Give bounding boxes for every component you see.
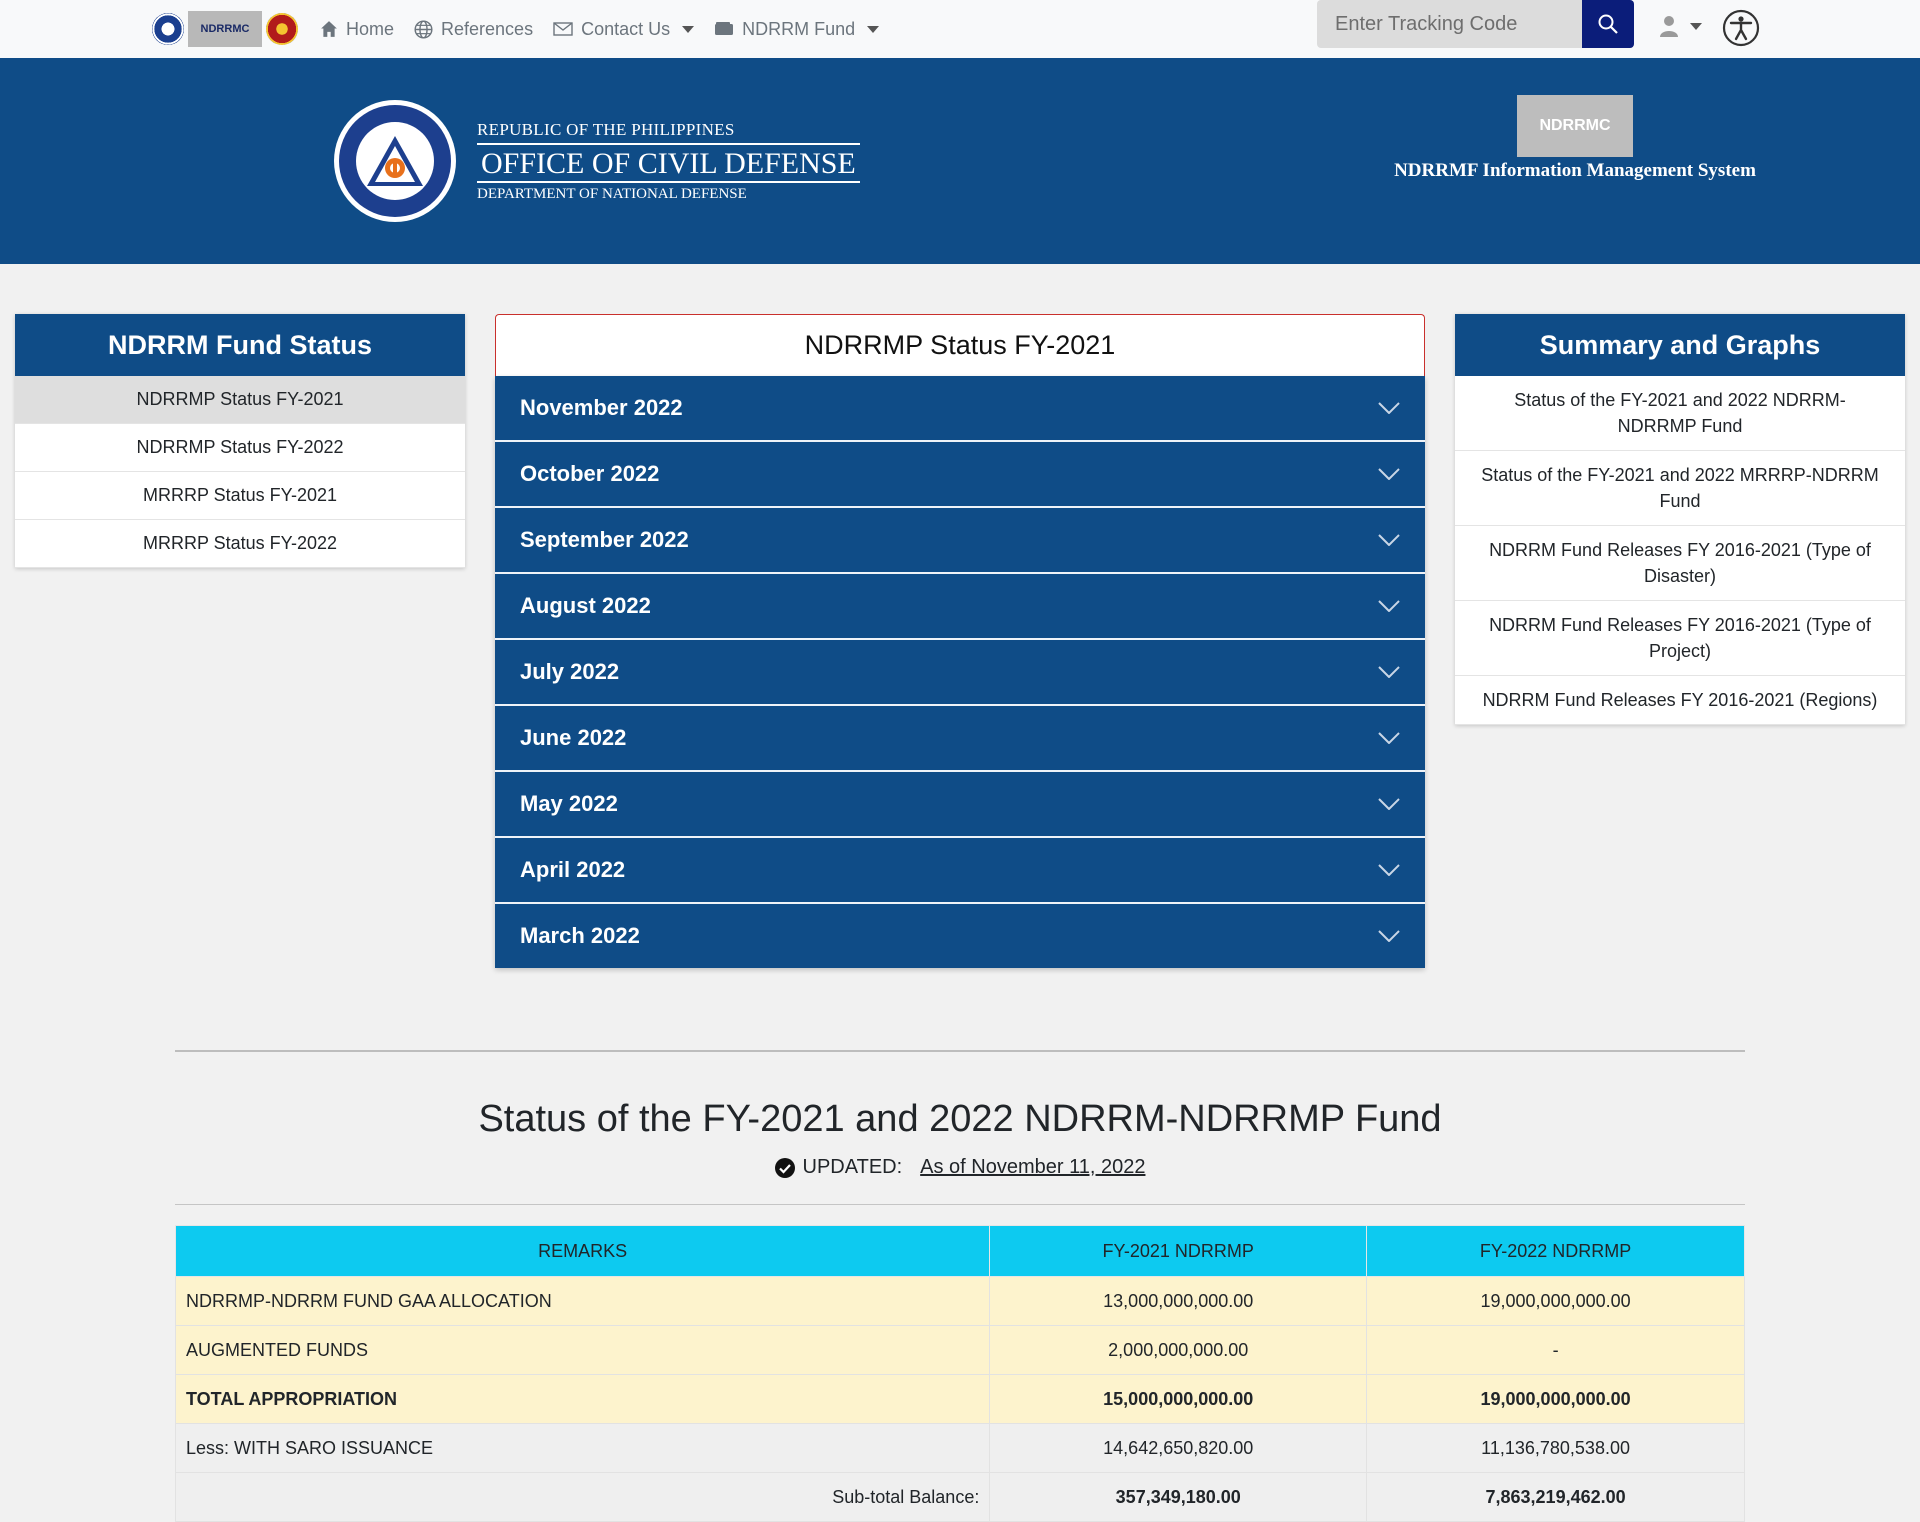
table-cell: NDRRMP-NDRRM FUND GAA ALLOCATION bbox=[176, 1277, 990, 1326]
table-cell: 14,642,650,820.00 bbox=[990, 1424, 1367, 1473]
table-cell: 357,349,180.00 bbox=[990, 1473, 1367, 1522]
status-panel-title: NDRRMP Status FY-2021 bbox=[495, 314, 1425, 376]
nav-ndrrm-fund[interactable] bbox=[714, 19, 879, 40]
accordion-item-label: June 2022 bbox=[520, 725, 627, 750]
accessibility-icon bbox=[1722, 9, 1760, 47]
fund-status-panel bbox=[15, 314, 465, 568]
table-cell: 15,000,000,000.00 bbox=[990, 1375, 1367, 1424]
tracking-code-input[interactable] bbox=[1317, 0, 1582, 48]
summary-graphs-title: Summary and Graphs bbox=[1455, 314, 1905, 376]
accordion-item[interactable] bbox=[495, 836, 1425, 902]
wallet-icon bbox=[714, 21, 734, 37]
summary-link-ndrrmp-fund[interactable]: Status of the FY-2021 and 2022 NDRRM-NDRRMP Fund bbox=[1455, 376, 1905, 451]
agency-line-dnd: DEPARTMENT OF NATIONAL DEFENSE bbox=[477, 186, 747, 202]
chevron-down-icon bbox=[1378, 930, 1400, 942]
nav-contact-us[interactable] bbox=[553, 19, 694, 40]
tracking-search bbox=[1317, 0, 1634, 48]
search-icon bbox=[1597, 13, 1619, 35]
nav-ndrrm-fund-label: NDRRM Fund bbox=[742, 18, 856, 39]
table-cell: 11,136,780,538.00 bbox=[1367, 1424, 1745, 1473]
table-cell: 19,000,000,000.00 bbox=[1367, 1375, 1745, 1424]
dnd-seal-icon bbox=[266, 13, 298, 45]
table-row bbox=[176, 1277, 1745, 1326]
summary-link-type-of-project[interactable]: NDRRM Fund Releases FY 2016-2021 (Type of Project) bbox=[1455, 601, 1905, 676]
nav-home[interactable] bbox=[320, 19, 394, 40]
top-navbar bbox=[0, 0, 1920, 59]
agency-name-block bbox=[477, 120, 860, 203]
check-circle-icon bbox=[775, 1158, 795, 1178]
agency-line-republic: REPUBLIC OF THE PHILIPPINES bbox=[477, 120, 735, 139]
accordion-item-label: May 2022 bbox=[520, 791, 618, 816]
table-row bbox=[176, 1424, 1745, 1473]
system-title: NDRRMF Information Management System bbox=[1394, 160, 1756, 181]
nav-contact-us-label: Contact Us bbox=[581, 18, 671, 39]
nav-home-label: Home bbox=[346, 18, 395, 39]
updated-date-link[interactable]: As of November 11, 2022 bbox=[920, 1156, 1146, 1178]
envelope-icon bbox=[553, 21, 573, 37]
chevron-down-icon bbox=[1378, 864, 1400, 876]
table-row bbox=[176, 1375, 1745, 1424]
month-accordion bbox=[495, 376, 1425, 968]
updated-label: UPDATED: bbox=[802, 1156, 903, 1178]
accordion-item[interactable] bbox=[495, 704, 1425, 770]
accordion-item[interactable] bbox=[495, 506, 1425, 572]
table-cell: AUGMENTED FUNDS bbox=[176, 1326, 990, 1375]
table-cell: Sub-total Balance: bbox=[176, 1473, 990, 1522]
home-icon bbox=[320, 20, 338, 38]
accordion-item[interactable] bbox=[495, 572, 1425, 638]
fund-status-item-ndrrmp-2022[interactable]: NDRRMP Status FY-2022 bbox=[15, 424, 465, 472]
updated-line bbox=[175, 1156, 1745, 1179]
user-icon bbox=[1658, 14, 1680, 38]
ndrrmc-logo-small: NDRRMC bbox=[188, 11, 262, 47]
ocd-seal-logo bbox=[334, 100, 456, 222]
accordion-item-label: August 2022 bbox=[520, 593, 651, 618]
table-header-row bbox=[176, 1226, 1745, 1277]
table-header-remarks: REMARKS bbox=[176, 1226, 990, 1277]
table-cell: Less: WITH SARO ISSUANCE bbox=[176, 1424, 990, 1473]
globe-icon bbox=[414, 20, 433, 39]
table-cell: 13,000,000,000.00 bbox=[990, 1277, 1367, 1326]
ocd-seal-icon bbox=[152, 13, 184, 45]
table-header-fy2022: FY-2022 NDRRMP bbox=[1367, 1226, 1745, 1277]
chevron-down-icon bbox=[1378, 468, 1400, 480]
summary-link-regions[interactable]: NDRRM Fund Releases FY 2016-2021 (Regions) bbox=[1455, 676, 1905, 725]
table-cell: TOTAL APPROPRIATION bbox=[176, 1375, 990, 1424]
chevron-down-icon bbox=[1378, 798, 1400, 810]
chevron-down-icon bbox=[1378, 666, 1400, 678]
chevron-down-icon bbox=[1378, 732, 1400, 744]
summary-link-mrrrp-fund[interactable]: Status of the FY-2021 and 2022 MRRRP-NDRRM Fund bbox=[1455, 451, 1905, 526]
accordion-item-label: April 2022 bbox=[520, 857, 626, 882]
accordion-item[interactable] bbox=[495, 376, 1425, 440]
section-divider bbox=[175, 1050, 1745, 1052]
section-divider bbox=[175, 1204, 1745, 1205]
accordion-item[interactable] bbox=[495, 770, 1425, 836]
nav-references-label: References bbox=[441, 18, 534, 39]
user-menu[interactable] bbox=[1658, 14, 1702, 38]
fund-status-table bbox=[175, 1225, 1745, 1522]
fund-status-title: NDRRM Fund Status bbox=[15, 314, 465, 376]
fund-status-item-mrrrp-2021[interactable]: MRRRP Status FY-2021 bbox=[15, 472, 465, 520]
table-cell: 7,863,219,462.00 bbox=[1367, 1473, 1745, 1522]
accordion-item-label: July 2022 bbox=[520, 659, 620, 684]
accordion-item[interactable] bbox=[495, 638, 1425, 704]
table-header-fy2021: FY-2021 NDRRMP bbox=[990, 1226, 1367, 1277]
table-row bbox=[176, 1473, 1745, 1522]
header-banner bbox=[0, 58, 1920, 264]
search-button[interactable] bbox=[1582, 0, 1634, 48]
agency-line-ocd: OFFICE OF CIVIL DEFENSE bbox=[477, 143, 860, 183]
summary-link-type-of-disaster[interactable]: NDRRM Fund Releases FY 2016-2021 (Type of Disaster) bbox=[1455, 526, 1905, 601]
chevron-down-icon bbox=[682, 26, 694, 33]
nav-references[interactable] bbox=[414, 19, 533, 40]
summary-graphs-panel bbox=[1455, 314, 1905, 725]
nav-links bbox=[320, 0, 899, 58]
summary-section-title: Status of the FY-2021 and 2022 NDRRM-NDRRMP Fund bbox=[478, 1098, 1442, 1140]
fund-status-item-ndrrmp-2021[interactable]: NDRRMP Status FY-2021 bbox=[15, 376, 465, 424]
chevron-down-icon bbox=[1690, 23, 1702, 30]
chevron-down-icon bbox=[1378, 534, 1400, 546]
accordion-item-label: October 2022 bbox=[520, 461, 660, 486]
accordion-item-label: September 2022 bbox=[520, 527, 689, 552]
table-row bbox=[176, 1326, 1745, 1375]
chevron-down-icon bbox=[1378, 402, 1400, 414]
accordion-item[interactable] bbox=[495, 440, 1425, 506]
navbar-logos[interactable] bbox=[152, 10, 298, 48]
accordion-item[interactable] bbox=[495, 902, 1425, 968]
ndrrmc-logo: NDRRMC bbox=[1517, 95, 1633, 157]
fund-status-item-mrrrp-2022[interactable]: MRRRP Status FY-2022 bbox=[15, 520, 465, 568]
table-cell: - bbox=[1367, 1326, 1745, 1375]
accordion-item-label: November 2022 bbox=[520, 395, 683, 420]
table-cell: 2,000,000,000.00 bbox=[990, 1326, 1367, 1375]
table-cell: 19,000,000,000.00 bbox=[1367, 1277, 1745, 1326]
chevron-down-icon bbox=[1378, 600, 1400, 612]
chevron-down-icon bbox=[867, 26, 879, 33]
accordion-item-label: March 2022 bbox=[520, 923, 640, 948]
accessibility-button[interactable] bbox=[1722, 9, 1760, 52]
